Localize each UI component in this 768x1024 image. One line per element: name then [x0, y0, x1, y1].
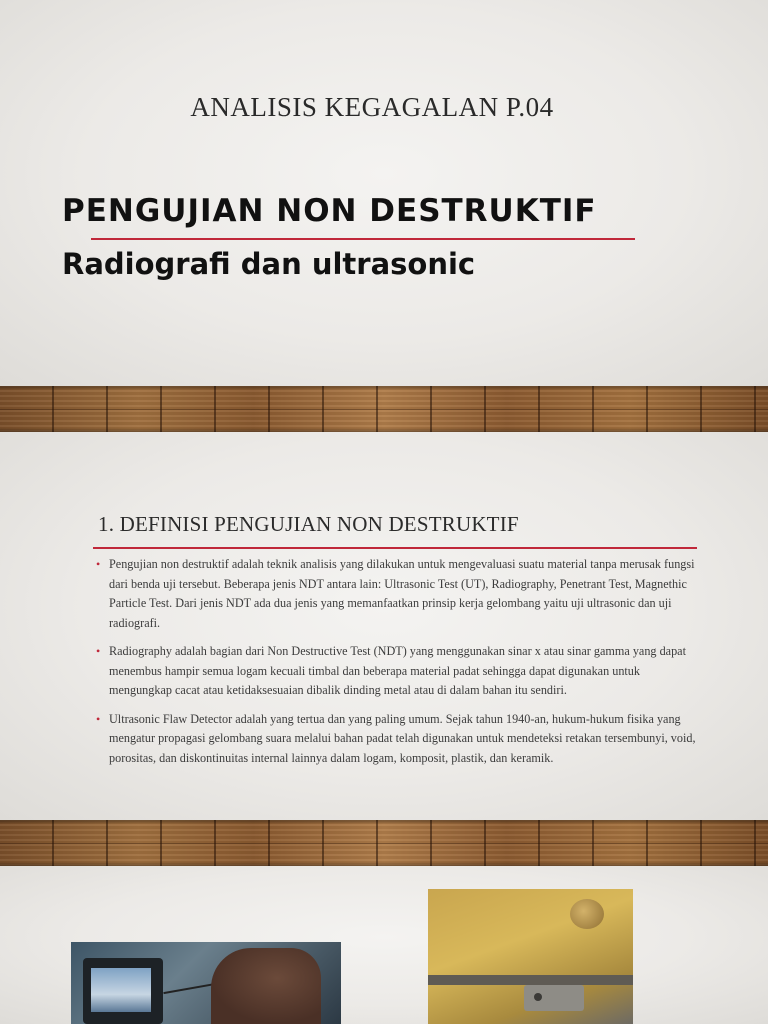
- wood-divider: [0, 386, 768, 432]
- metal-part-photo: [428, 889, 633, 1024]
- metal-bracket: [524, 985, 584, 1011]
- definition-slide: [0, 432, 768, 820]
- wood-divider: [0, 820, 768, 866]
- photo-slide: [0, 866, 768, 1024]
- section-heading: 1. DEFINISI PENGUJIAN NON DESTRUKTIF: [98, 512, 519, 536]
- definition-list: [96, 555, 696, 777]
- slide-subtitle: Radiografi dan ultrasonic: [62, 247, 476, 281]
- list-item: [96, 642, 696, 701]
- flaw-detector-device: [83, 958, 163, 1024]
- list-item: [96, 555, 696, 633]
- bullet-dot-icon: •: [96, 711, 101, 726]
- ultrasonic-test-photo: [71, 942, 341, 1024]
- device-screen: [91, 968, 151, 1012]
- bolt-head: [570, 899, 604, 929]
- bullet-dot-icon: •: [96, 644, 101, 658]
- list-item-text: Radiography adalah bagian dari Non Destructive Test (NDT) yang menggunakan sinar x atau sinar gamma yang dapat menembus hampir semua logam kecuali timbal dan beberapa material padat sehingga dapat digunakan untuk mengungkap cacat atau ketidaksesuaian dibalik dinding metal atau di dalam bahan itu sendiri.: [109, 644, 686, 697]
- course-title: ANALISIS KEGAGALAN P.04: [190, 92, 554, 122]
- bullet-dot-icon: •: [96, 557, 101, 571]
- list-item-text: Pengujian non destruktif adalah teknik analisis yang dilakukan untuk mengevaluasi suatu material tanpa merusak fungsi dari benda uji tersebut. Beberapa jenis NDT antara lain: Ultrasonic Test (UT), Radiography, Penetrant Test, Magnethic Particle Test. Dari jenis NDT ada dua jenis yang memanfaatkan prinsip kerja gelombang yaitu uji ultrasonic dan uji radiografi.: [109, 557, 695, 630]
- list-item: [96, 710, 696, 769]
- title-slide: [0, 0, 768, 386]
- slide-title: PENGUJIAN NON DESTRUKTIF: [62, 193, 597, 229]
- heading-accent-rule: [93, 547, 697, 549]
- gloved-hand: [211, 948, 321, 1024]
- title-accent-rule: [91, 238, 635, 240]
- plate-edge: [428, 975, 633, 985]
- list-item-text: Ultrasonic Flaw Detector adalah yang tertua dan yang paling umum. Sejak tahun 1940-an, hukum-hukum fisika yang mengatur propagasi gelombang suara melalui bahan padat telah digunakan untuk mendeteksi retakan tersembunyi, void, porositas, dan diskontinuitas internal lainnya dalam logam, komposit, plastik, dan keramik.: [109, 711, 696, 765]
